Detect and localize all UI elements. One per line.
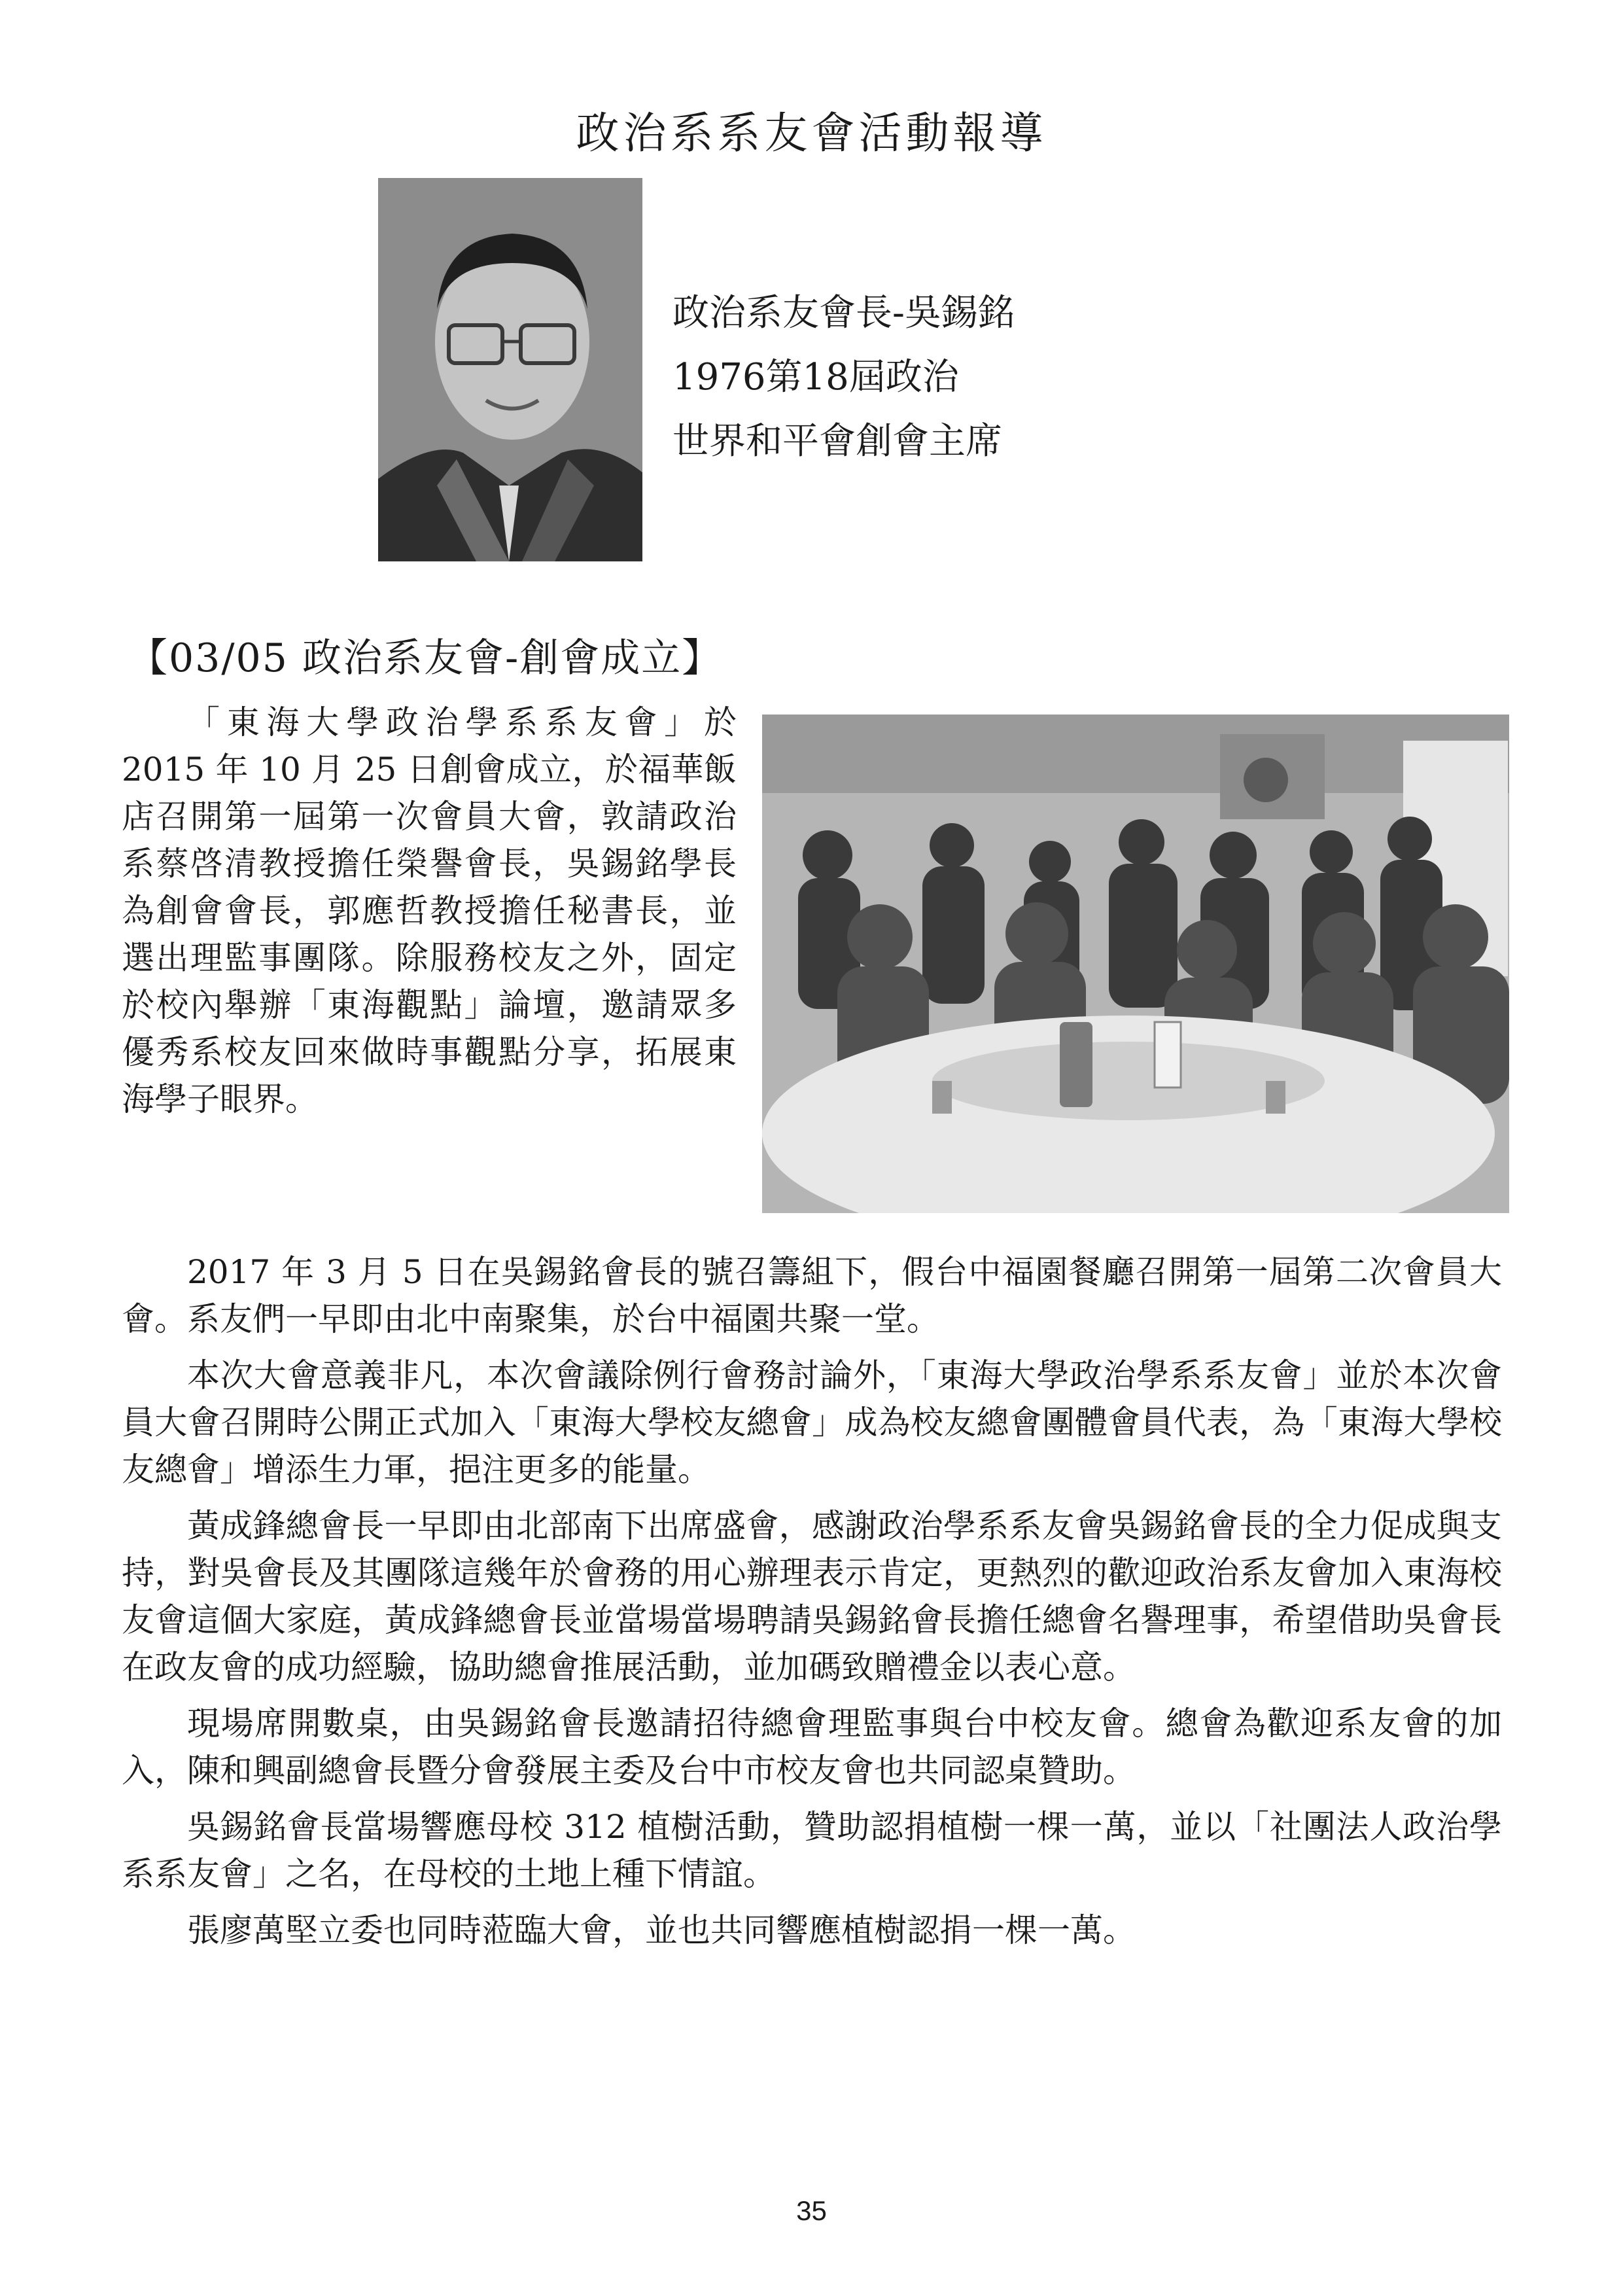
article-paragraph: 張廖萬堅立委也同時蒞臨大會，並也共同響應植樹認捐一棵一萬。 <box>187 1911 1136 1949</box>
profile-class-year: 1976第18屆政治 <box>672 356 959 398</box>
section-heading: 【03/05 政治系友會-創會成立】 <box>128 635 723 681</box>
profile-caption <box>672 281 1015 474</box>
article-paragraph: 本次大會意義非凡，本次會議除例行會務討論外，「東海大學政治學系系友會」並於本次會員大會召開時公開正式加入「東海大學校友總會」成為校友總會團體會員代表，為「東海大學校友總會」增添生力軍，挹注更多的能量。 <box>122 1356 1502 1489</box>
article-paragraph: 黃成鋒總會長一早即由北部南下出席盛會，感謝政治學系系友會吳錫銘會長的全力促成與支持，對吳會長及其團隊這幾年於會務的用心辦理表示肯定，更熱烈的歡迎政治系友會加入東海校友會這個大家庭，黃成鋒總會長並當場當場聘請吳錫銘會長擔任總會名譽理事，希望借助吳會長在政友會的成功經驗，協助總會推展活動，並加碼致贈禮金以表心意。 <box>122 1507 1502 1686</box>
group-photo-illustration <box>762 715 1509 1213</box>
article-body <box>122 1248 1502 1963</box>
article-paragraph: 吳錫銘會長當場響應母校 312 植樹活動，贊助認捐植樹一棵一萬，並以「社團法人政治學系系友會」之名，在母校的土地上種下情誼。 <box>122 1808 1502 1893</box>
article-paragraph: 2017 年 3 月 5 日在吳錫銘會長的號召籌組下，假台中福園餐廳召開第一屆第二次會員大會。系友們一早即由北中南聚集，於台中福園共聚一堂。 <box>122 1253 1502 1338</box>
article-paragraph: 現場席開數桌，由吳錫銘會長邀請招待總會理監事與台中校友會。總會為歡迎系友會的加入，陳和興副總會長暨分會發展主委及台中市校友會也共同認桌贊助。 <box>122 1704 1502 1790</box>
portrait-illustration <box>378 178 642 561</box>
portrait-photo <box>378 178 642 561</box>
intro-paragraph: 「東海大學政治學系系友會」於 2015 年 10 月 25 日創會成立，於福華飯店召開第一屆第一次會員大會，敦請政治系蔡啓清教授擔任榮譽會長，吳錫銘學長為創會會長，郭應哲教授擔任秘書長，並選出理監事團隊。除服務校友之外，固定於校內舉辦「東海觀點」論壇，邀請眾多優秀系校友回來做時事觀點分享，拓展東海學子眼界。 <box>122 703 737 1118</box>
group-photo <box>762 715 1509 1213</box>
profile-position: 世界和平會創會主席 <box>672 420 1002 463</box>
page-title: 政治系系友會活動報導 <box>576 108 1047 158</box>
page-number: 35 <box>796 2195 827 2226</box>
profile-name-title: 政治系友會長-吳錫銘 <box>672 292 1015 334</box>
